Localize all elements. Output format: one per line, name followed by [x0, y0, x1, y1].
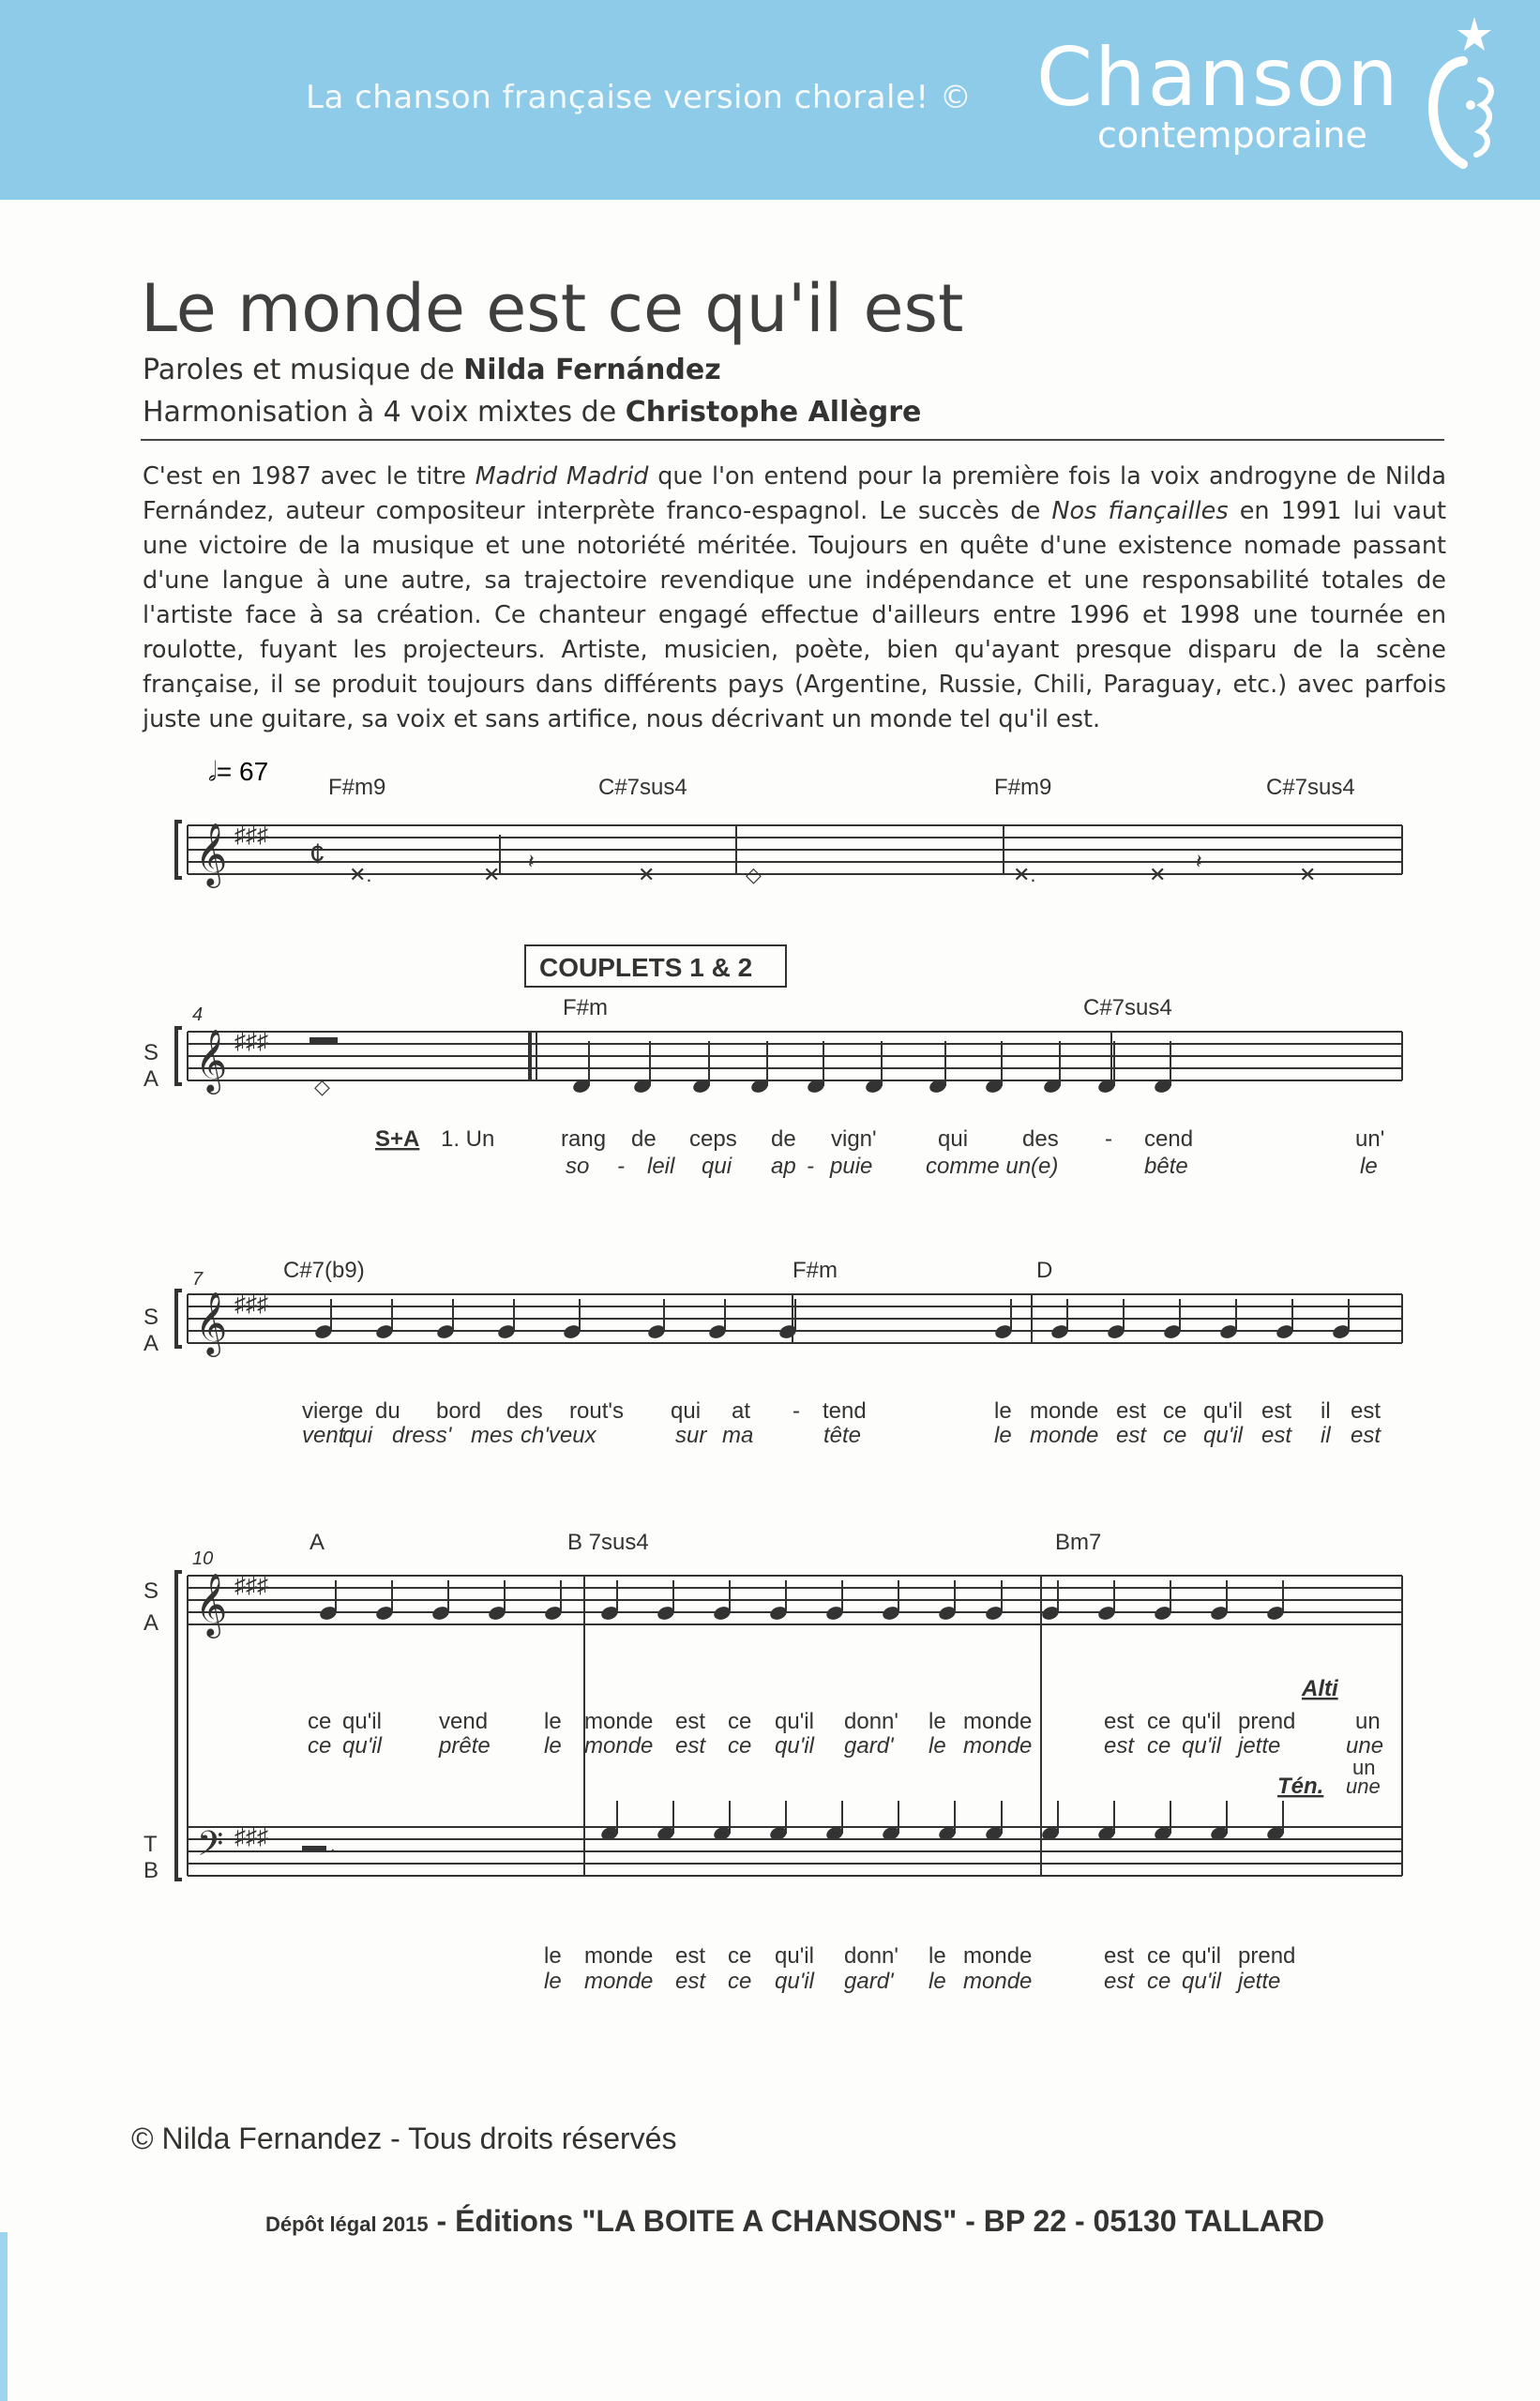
measure-number: 4	[192, 1004, 204, 1025]
lyric-syllable: le	[929, 1709, 946, 1734]
lyric-syllable: ce	[1163, 1398, 1187, 1424]
lyric-syllable: monde	[584, 1969, 654, 1994]
lyric-syllable: monde	[963, 1709, 1033, 1734]
lyric-syllable: ceps	[689, 1126, 737, 1152]
staff-label: T	[143, 1832, 158, 1857]
tempo-mark: 𝅗𝅥= 67	[208, 756, 269, 787]
lyric-syllable: ce	[728, 1733, 752, 1759]
lyric-syllable: qui	[938, 1126, 969, 1152]
music-score	[0, 732, 1540, 2326]
lyric-syllable: le	[929, 1733, 946, 1759]
lyric-syllable: monde	[963, 1733, 1033, 1759]
lyric-syllable: -	[617, 1154, 625, 1179]
slash-note: ✕	[1299, 863, 1317, 886]
lyric-syllable: gard'	[844, 1733, 894, 1759]
lyric-syllable: qu'il	[1182, 1943, 1221, 1969]
lyrics-sa-verse-1	[308, 1709, 1381, 1734]
measure-number: 10	[192, 1548, 214, 1569]
measure-number: 7	[192, 1269, 204, 1290]
lyric-syllable: des	[1022, 1126, 1059, 1152]
lyric-syllable: prête	[439, 1733, 491, 1759]
copyright-notice: © Nilda Fernandez - Tous droits réservés	[131, 2122, 677, 2155]
lyric-syllable: monde	[1030, 1423, 1099, 1448]
lyric-syllable: une	[1346, 1774, 1381, 1798]
key-signature: ♯♯♯	[234, 1029, 268, 1054]
lyric-syllable: qu'il	[342, 1709, 382, 1734]
treble-clef-icon: 𝄞	[195, 1292, 228, 1353]
lyrics-verse-2	[302, 1423, 1381, 1448]
lyric-syllable: qu'il	[1182, 1969, 1221, 1994]
lyric-syllable: so	[566, 1154, 590, 1179]
bass-clef-icon: 𝄢	[197, 1825, 224, 1871]
lyric-syllable: est	[1104, 1943, 1135, 1969]
rest-icon: 𝄽	[528, 850, 535, 873]
lyrics-verse-1	[375, 1126, 1384, 1152]
chord-symbol: D	[1036, 1258, 1053, 1283]
lyric-syllable: -	[807, 1154, 814, 1179]
lyric-syllable: dress'	[392, 1423, 452, 1448]
lyric-syllable: le	[994, 1398, 1012, 1424]
lyric-syllable: vend	[439, 1709, 489, 1734]
key-signature: ♯♯♯	[234, 1573, 268, 1598]
slash-note: ✕	[483, 863, 501, 886]
lyric-syllable: prend	[1238, 1709, 1296, 1734]
lyric-syllable: il	[1321, 1398, 1331, 1424]
rest-icon: 𝄽	[1196, 850, 1202, 873]
lyric-syllable: qu'il	[775, 1709, 814, 1734]
lyric-syllable: le	[544, 1969, 562, 1994]
lyric-syllable: de	[631, 1126, 657, 1152]
cut-time-icon: ¢	[310, 838, 325, 869]
chord-symbol: Bm7	[1055, 1530, 1102, 1555]
lyric-syllable: monde	[584, 1943, 654, 1969]
lyric-syllable: -	[1105, 1126, 1112, 1152]
lyric-syllable: le	[544, 1733, 562, 1759]
lyric-syllable: qui	[702, 1154, 732, 1179]
lyric-syllable: est	[1261, 1398, 1292, 1424]
lyric-syllable: est	[1261, 1423, 1292, 1448]
lyric-syllable: est	[675, 1733, 706, 1759]
key-signature: ♯♯♯	[234, 1291, 268, 1317]
lyric-syllable: est	[675, 1709, 706, 1734]
key-signature: ♯♯♯	[234, 1824, 268, 1850]
sa-staff-row2	[143, 995, 1402, 1179]
lyric-syllable: jette	[1238, 1733, 1281, 1759]
treble-clef-icon: 𝄞	[195, 1030, 228, 1091]
lyric-syllable: ce	[1147, 1969, 1171, 1994]
lyric-syllable: -	[793, 1398, 800, 1424]
intro-paragraph: C'est en 1987 avec le titre Madrid Madrid que l'on entend pour la première fois la voix androgyne de Nilda Fernández, auteur compositeur interprète franco-espagnol. Le succès de Nos fiançailles en 1991 lui vaut une victoire de la musique et une notoriété méritée. Toujours en quête d'une existence nomade passant d'une langue à une autre, sa trajectoire revendique une indépendance et une responsabilité totales de l'artiste face à sa création. Ce chanteur engagé effectue d'ailleurs entre 1996 et 1998 une tournée en roulotte, fuyant les projecteurs. Artiste, musicien, poète, bien qu'ayant presque disparu de la scène française, il se produit toujours dans différents pays (Argentine, Russie, Chili, Paraguay, etc.) avec parfois juste une guitare, sa voix et sans artifice, nous décrivant un monde tel qu'il est.	[143, 462, 1447, 733]
chord-symbol: C#7sus4	[1083, 995, 1172, 1020]
lyric-syllable: du	[375, 1398, 400, 1424]
lyric-syllable: le	[929, 1943, 946, 1969]
lyric-syllable: le	[929, 1969, 946, 1994]
lyric-syllable: ce	[308, 1733, 332, 1759]
lyric-syllable: qu'il	[1182, 1709, 1221, 1734]
lyric-syllable: qui	[671, 1398, 702, 1424]
lyric-syllable: bord	[436, 1398, 482, 1424]
chord-symbol: F#m	[563, 995, 608, 1020]
lyric-syllable: qu'il	[775, 1969, 814, 1994]
lyric-syllable: leil	[647, 1154, 675, 1179]
lyric-syllable: comme un(e)	[926, 1154, 1059, 1179]
slash-note: ✕.	[349, 863, 372, 886]
lyric-syllable: est	[1116, 1398, 1147, 1424]
section-label: COUPLETS 1 & 2	[539, 953, 753, 982]
lyric-syllable: vierge	[302, 1398, 364, 1424]
lyric-syllable: qu'il	[1203, 1398, 1243, 1424]
note-group	[318, 1580, 1285, 1622]
lyric-syllable: ap	[771, 1154, 796, 1179]
whole-diamond: ◇	[746, 863, 762, 886]
lyric-syllable: un'	[1355, 1126, 1385, 1152]
lyric-syllable: le	[544, 1943, 562, 1969]
lyric-syllable: qu'il	[342, 1733, 382, 1759]
chord-symbol: F#m	[793, 1258, 838, 1283]
lyrics-credit: Paroles et musique de Nilda Fernández	[143, 354, 721, 386]
lyric-syllable: est	[675, 1969, 706, 1994]
lyrics-verse-2	[566, 1154, 1378, 1179]
lyric-syllable: sur	[675, 1423, 707, 1448]
lyric-syllable: qu'il	[775, 1943, 814, 1969]
lyric-syllable: le	[1360, 1154, 1378, 1179]
lyric-syllable: qu'il	[775, 1733, 814, 1759]
lyric-syllable: est	[1104, 1969, 1135, 1994]
lyric-syllable: qui	[342, 1423, 373, 1448]
harmony-credit: Harmonisation à 4 voix mixtes de Christophe Allègre	[143, 396, 922, 429]
chord-symbol: C#7sus4	[598, 775, 687, 800]
lyric-syllable: des	[506, 1398, 543, 1424]
key-signature: ♯♯♯	[234, 823, 268, 848]
lyric-syllable: vign'	[831, 1126, 877, 1152]
chord-symbol: C#7sus4	[1266, 775, 1355, 800]
chord-symbol: B 7sus4	[567, 1530, 649, 1555]
staff-label: A	[143, 1066, 159, 1092]
intro-staff	[176, 756, 1402, 888]
voice-label-tenors: Tén.	[1277, 1774, 1324, 1799]
note-group	[313, 1299, 1351, 1340]
lyric-syllable: gard'	[844, 1969, 894, 1994]
lyric-syllable: de	[771, 1126, 796, 1152]
svg-text:◇: ◇	[314, 1075, 330, 1098]
slash-note: ✕	[1149, 863, 1167, 886]
voice-label-alti: Alti	[1302, 1676, 1338, 1701]
lyric-syllable: qu'il	[1203, 1423, 1243, 1448]
lyric-syllable: ce	[1147, 1733, 1171, 1759]
lyric-syllable: ce	[728, 1943, 752, 1969]
treble-clef-icon: 𝄞	[195, 823, 228, 884]
song-title: Le monde est ce qu'il est	[141, 270, 964, 347]
title-divider	[141, 439, 1444, 441]
lyric-syllable: est	[1104, 1709, 1135, 1734]
lyric-syllable: donn'	[844, 1943, 898, 1969]
chord-symbol: A	[310, 1530, 325, 1555]
lyric-syllable: ce	[1147, 1943, 1171, 1969]
satb-system-row4	[143, 1530, 1402, 1994]
lyric-syllable: monde	[963, 1969, 1033, 1994]
lyric-syllable: il	[1321, 1423, 1331, 1448]
staff-label: S	[143, 1040, 159, 1065]
lyrics-tb-verse-1	[544, 1943, 1295, 1969]
legal-deposit: Dépôt légal 2015 - Éditions "LA BOITE A CHANSONS" - BP 22 - 05130 TALLARD	[265, 2204, 1325, 2238]
lyric-syllable: vent	[302, 1423, 345, 1448]
lyric-syllable: ce	[1163, 1423, 1187, 1448]
treble-clef-icon: 𝄞	[195, 1574, 228, 1635]
lyric-syllable: tend	[823, 1398, 867, 1424]
lyric-syllable: est	[675, 1943, 706, 1969]
sa-staff-row3	[143, 1258, 1402, 1448]
voice-label: S+A	[375, 1126, 420, 1152]
note-group	[599, 1801, 1285, 1842]
lyric-syllable: une	[1346, 1733, 1384, 1759]
lyric-syllable: at	[732, 1398, 751, 1424]
lyric-syllable: monde	[584, 1733, 654, 1759]
header-banner	[0, 0, 1540, 200]
lyric-syllable: donn'	[844, 1709, 898, 1734]
slash-note: ✕	[638, 863, 656, 886]
lyric-syllable: bête	[1144, 1154, 1188, 1179]
slash-note: ✕.	[1013, 863, 1036, 886]
lyrics-verse-1	[302, 1398, 1381, 1424]
chord-symbol: F#m9	[994, 775, 1052, 800]
staff-label: B	[143, 1858, 159, 1883]
lyric-syllable: mes	[471, 1423, 514, 1448]
lyric-syllable: est	[1116, 1423, 1147, 1448]
lyric-syllable: rout's	[569, 1398, 624, 1424]
lyric-syllable: un	[1352, 1756, 1376, 1779]
lyrics-sa-verse-2	[308, 1733, 1383, 1759]
staff-label: S	[143, 1578, 159, 1604]
staff-label: A	[143, 1331, 159, 1356]
svg-text:.: .	[330, 1835, 336, 1856]
chanson-logo-icon	[1407, 9, 1529, 178]
lyric-syllable: 1. Un	[441, 1126, 495, 1152]
lyric-syllable: jette	[1238, 1969, 1281, 1994]
lyric-syllable: est	[1104, 1733, 1135, 1759]
lyric-syllable: un	[1355, 1709, 1381, 1734]
lyric-syllable: puie	[830, 1154, 873, 1179]
lyrics-tb-verse-2	[544, 1969, 1280, 1994]
lyric-syllable: le	[544, 1709, 562, 1734]
chord-symbol: C#7(b9)	[283, 1258, 365, 1283]
lyric-syllable: prend	[1238, 1943, 1296, 1969]
lyric-syllable: rang	[561, 1126, 607, 1152]
lyric-syllable: ch'veux	[521, 1423, 596, 1448]
lyric-syllable: ce	[1147, 1709, 1171, 1734]
brand-subtitle: contemporaine	[1097, 114, 1367, 156]
lyric-syllable: ce	[308, 1709, 332, 1734]
lyric-syllable: le	[994, 1423, 1012, 1448]
lyric-syllable: qu'il	[1182, 1733, 1221, 1759]
lyric-syllable: monde	[963, 1943, 1033, 1969]
chord-symbol: F#m9	[328, 775, 386, 800]
lyric-syllable: monde	[1030, 1398, 1099, 1424]
section-box	[525, 945, 786, 987]
staff-label: A	[143, 1610, 159, 1636]
staff-label: S	[143, 1305, 159, 1330]
lyric-syllable: tête	[823, 1423, 862, 1448]
lyric-syllable: ce	[728, 1709, 752, 1734]
lyric-syllable: monde	[584, 1709, 654, 1734]
lyric-syllable: ce	[728, 1969, 752, 1994]
brand-name: Chanson	[1036, 31, 1400, 125]
lyric-syllable: ma	[722, 1423, 754, 1448]
lyric-syllable: est	[1351, 1398, 1381, 1424]
header-tagline: La chanson française version chorale! ©	[306, 79, 973, 116]
lyric-syllable: est	[1351, 1423, 1381, 1448]
lyric-syllable: cend	[1144, 1126, 1194, 1152]
